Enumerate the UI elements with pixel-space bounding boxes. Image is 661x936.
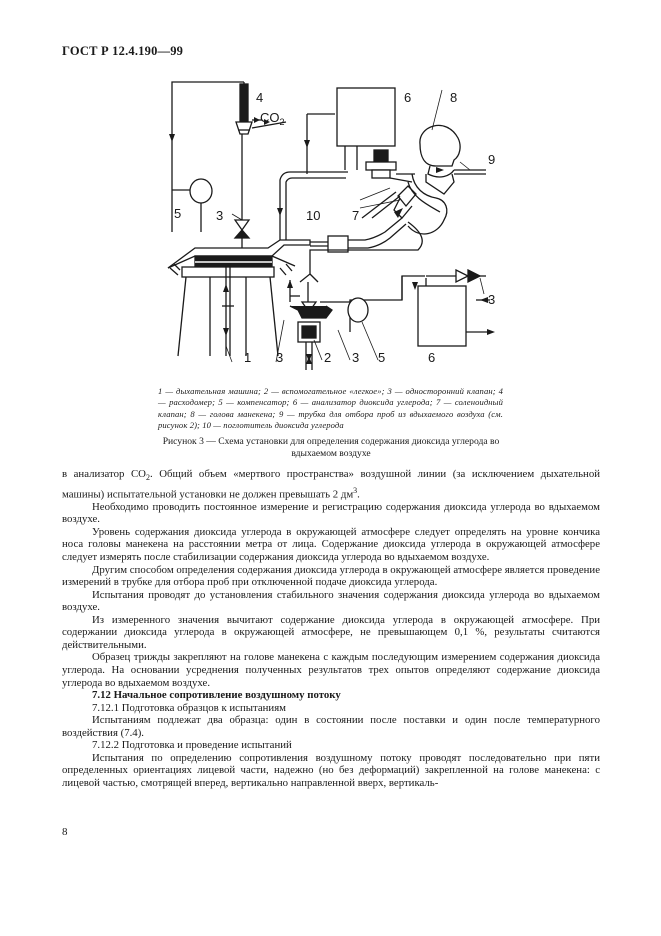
co2-label: $CO_2$: [260, 110, 285, 127]
paragraph-6: Из измеренного значения вычитают содержание диоксида углерода в окружающей атмосфере. При содержании диоксида углерода в окружающей атмосфере, не превышающем 0,1 %, результаты считаются действительными.: [62, 613, 600, 651]
page-number: 8: [62, 826, 68, 838]
label-3-left: 3: [216, 208, 224, 223]
label-1: 1: [244, 350, 252, 365]
label-3-bottom-mid: 3: [352, 350, 360, 365]
paragraph-5: Испытания проводят до установления стабильного значения содержания диоксида углерода во вдыхаемом воздухе.: [62, 588, 600, 614]
label-6-bottom: 6: [428, 350, 436, 365]
label-8: 8: [450, 90, 458, 105]
paragraph-3: Уровень содержания диоксида углерода в окружающей атмосфере следует определять на уровне кончика носа головы манекена на расстоянии метра от лица. Содержание диоксида углерода в окружающей атмосфере следует измерять после стабилизации содержания диоксида углерода во вдыхаемом воздухе.: [62, 525, 600, 564]
document-header: ГОСТ Р 12.4.190—99: [62, 44, 184, 58]
label-9: 9: [488, 152, 496, 167]
figure-caption: Рисунок 3 — Схема установки для определения содержания диоксида углерода во вдыхаемом воздухе: [162, 436, 500, 459]
compensator-left: [190, 179, 212, 203]
label-3-bottom-left: 3: [276, 350, 284, 365]
paragraph-9: Испытания по определению сопротивления воздушному потоку проводят последовательно при пяти определенных ориентациях лицевой части, надежно (но без деформаций) закрепленной на голове манекена: с лицевой частью, смотрящей вперед, вертикально направленной вверх, вертикаль-: [62, 751, 600, 789]
section-7-12-2-heading: 7.12.2 Подготовка и проведение испытаний: [92, 739, 292, 752]
label-2: 2: [324, 350, 332, 365]
label-5-right: 5: [378, 350, 386, 365]
flowmeter-tube: [240, 84, 248, 122]
body-text: [62, 468, 600, 789]
section-7-12-heading: 7.12 Начальное сопротивление воздушному потоку: [92, 689, 341, 702]
figure-legend: 1 — дыхательная машина; 2 — вспомогательное «легкое»; 3 — односторонний клапан; 4 — расходомер; 5 — компенсатор; 6 — анализатор диоксида углерода; 7 — соленоидный клапан; 8 — голова манекена; 9 — трубка для отбора проб из вдыхаемого воздуха (см. рисунок 2); 10 — поглотитель диоксида углерода: [158, 386, 503, 431]
paragraph-7: Образец трижды закрепляют на голове манекена с каждым последующим измерением содержания диоксида углерода. На основании усреднения полученных результатов трех опытов определяют содержание диоксида углерода во вдыхаемом воздухе.: [62, 651, 600, 689]
label-6-top: 6: [404, 90, 412, 105]
co2-analyzer-top: [337, 88, 395, 146]
paragraph-8: Испытаниям подлежат два образца: один в состоянии после поставки и один после температурного воздействия (7.4).: [62, 714, 600, 739]
section-7-12-1-heading: 7.12.1 Подготовка образцов к испытаниям: [92, 701, 286, 714]
paragraph-1: в анализатор $CO_2$. Общий объем «мертвого пространства» воздушной линии (за исключением дыхательной машины) испытательной установки не должен превышать 2 $дм^3$.: [62, 468, 600, 501]
test-setup-diagram: [150, 70, 510, 375]
manikin-head: [420, 125, 460, 166]
compensator-right: [348, 298, 368, 322]
label-3-right: 3: [488, 292, 496, 307]
label-5-left: 5: [174, 206, 182, 221]
co2-analyzer-bottom: [418, 286, 466, 346]
label-10: 10: [306, 208, 321, 223]
label-7: 7: [352, 208, 360, 223]
paragraph-4: Другим способом определения содержания диоксида углерода в окружающей атмосфере является проведение измерений в трубке для отбора проб при отключенной подаче диоксида углерода.: [62, 563, 600, 589]
paragraph-2: Необходимо проводить постоянное измерение и регистрацию содержания диоксида углерода во вдыхаемом воздухе.: [62, 500, 600, 526]
label-4: 4: [256, 90, 264, 105]
breathing-machine-piston: [195, 256, 272, 266]
